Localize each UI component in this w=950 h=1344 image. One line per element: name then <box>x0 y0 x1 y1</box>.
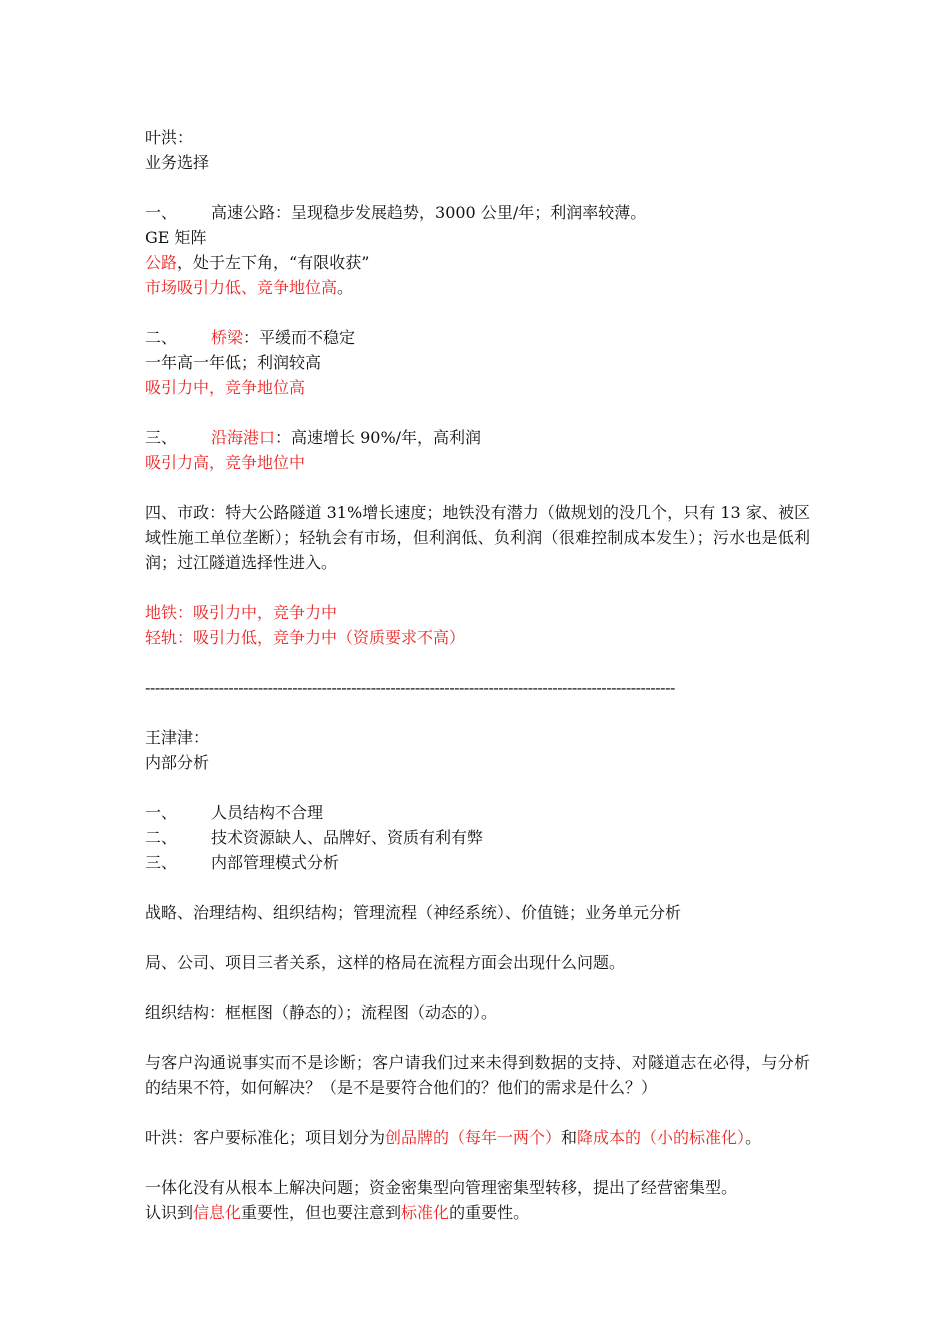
paragraph-relations: 局、公司、项目三者关系，这样的格局在流程方面会出现什么问题。 <box>145 953 626 972</box>
list-item <box>145 800 810 825</box>
item-bridge <box>145 325 810 350</box>
road-summary <box>145 275 810 300</box>
highlight-text: 降成本的（小的标准化） <box>577 1128 746 1147</box>
spacer <box>145 975 810 1000</box>
body-text: ，处于左下角，“有限收获” <box>177 253 370 272</box>
ge-matrix-label: GE 矩阵 <box>145 228 207 247</box>
item-number: 二、 <box>145 328 178 347</box>
paragraph-client-communication: 与客户沟通说事实而不是诊断；客户请我们过来未得到数据的支持、对隧道志在必得，与分析的结果不符，如何解决？（是不是要符合他们的？他们的需求是什么？） <box>145 1053 810 1097</box>
spacer <box>145 775 810 800</box>
heading-business-selection: 业务选择 <box>145 153 210 172</box>
author-ye-hong: 叶洪： <box>145 128 194 147</box>
item-text: 人员结构不合理 <box>211 803 324 822</box>
spacer <box>145 475 810 500</box>
highlight-text: 标准化 <box>401 1203 450 1222</box>
list-item <box>145 850 810 875</box>
highlight-text: 信息化 <box>193 1203 242 1222</box>
spacer <box>145 875 810 900</box>
item-text: ：高速增长 90%/年，高利润 <box>275 428 482 447</box>
paragraph-integration: 一体化没有从根本上解决问题；资金密集型向管理密集型转移，提出了经营密集型。 <box>145 1178 738 1197</box>
spacer <box>145 300 810 325</box>
paragraph-informatization <box>145 1200 810 1225</box>
bridge-summary: 吸引力中，竞争地位高 <box>145 378 306 397</box>
item-label: 桥梁 <box>211 328 244 347</box>
spacer <box>145 1025 810 1050</box>
heading-internal-analysis: 内部分析 <box>145 753 210 772</box>
item-number: 一、 <box>145 203 178 222</box>
highlight-text: 公路 <box>145 253 178 272</box>
item-label: 高速公路 <box>211 203 276 222</box>
body-text: 重要性，但也要注意到 <box>241 1203 402 1222</box>
body-text: 。 <box>337 278 354 297</box>
list-item <box>145 825 810 850</box>
road-position <box>145 250 810 275</box>
item-number: 一、 <box>145 803 178 822</box>
item-text: 内部管理模式分析 <box>211 853 340 872</box>
item-number: 三、 <box>145 853 178 872</box>
body-text: 和 <box>561 1128 578 1147</box>
item-number: 二、 <box>145 828 178 847</box>
item-text: ：平缓而不稳定 <box>243 328 356 347</box>
item-label: 沿海港口 <box>211 428 276 447</box>
spacer <box>145 925 810 950</box>
spacer <box>145 1100 810 1125</box>
port-summary: 吸引力高，竞争地位中 <box>145 453 306 472</box>
item-port <box>145 425 810 450</box>
author-wang-jinjin: 王津津： <box>145 728 210 747</box>
highlight-text: 市场吸引力低、竞争地位高 <box>145 278 338 297</box>
highlight-text: 创品牌的（每年一两个） <box>385 1128 562 1147</box>
spacer <box>145 175 810 200</box>
paragraph-strategy: 战略、治理结构、组织结构；管理流程（神经系统）、价值链；业务单元分析 <box>145 903 682 922</box>
bridge-detail: 一年高一年低；利润较高 <box>145 353 322 372</box>
section-separator: ------------------------------------------------------------------------------------------------------------ <box>145 678 675 697</box>
item-municipal: 四、市政：特大公路隧道 31%增长速度；地铁没有潜力（做规划的没几个，只有 13 家、被区域性施工单位垄断）；轻轨会有市场，但利润低、负利润（很难控制成本发生）；污水也是低利润；过江隧道选择性进入。 <box>145 503 810 572</box>
body-text: 的重要性。 <box>449 1203 530 1222</box>
body-text: 叶洪：客户要标准化；项目划分为 <box>145 1128 386 1147</box>
spacer <box>145 700 810 725</box>
item-number: 三、 <box>145 428 178 447</box>
metro-summary: 地铁：吸引力中，竞争力中 <box>145 603 338 622</box>
document-page <box>145 125 810 1225</box>
body-text: 。 <box>745 1128 762 1147</box>
spacer <box>145 400 810 425</box>
item-highway <box>145 200 810 225</box>
item-text: ：呈现稳步发展趋势，3000 公里/年；利润率较薄。 <box>275 203 647 222</box>
paragraph-org-structure: 组织结构：框框图（静态的）；流程图（动态的）。 <box>145 1003 498 1022</box>
body-text: 认识到 <box>145 1203 194 1222</box>
item-text: 技术资源缺人、品牌好、资质有利有弊 <box>211 828 484 847</box>
light-rail-summary: 轻轨：吸引力低，竞争力中（资质要求不高） <box>145 628 466 647</box>
spacer <box>145 575 810 600</box>
spacer <box>145 1150 810 1175</box>
paragraph-standardization <box>145 1125 810 1150</box>
spacer <box>145 650 810 675</box>
